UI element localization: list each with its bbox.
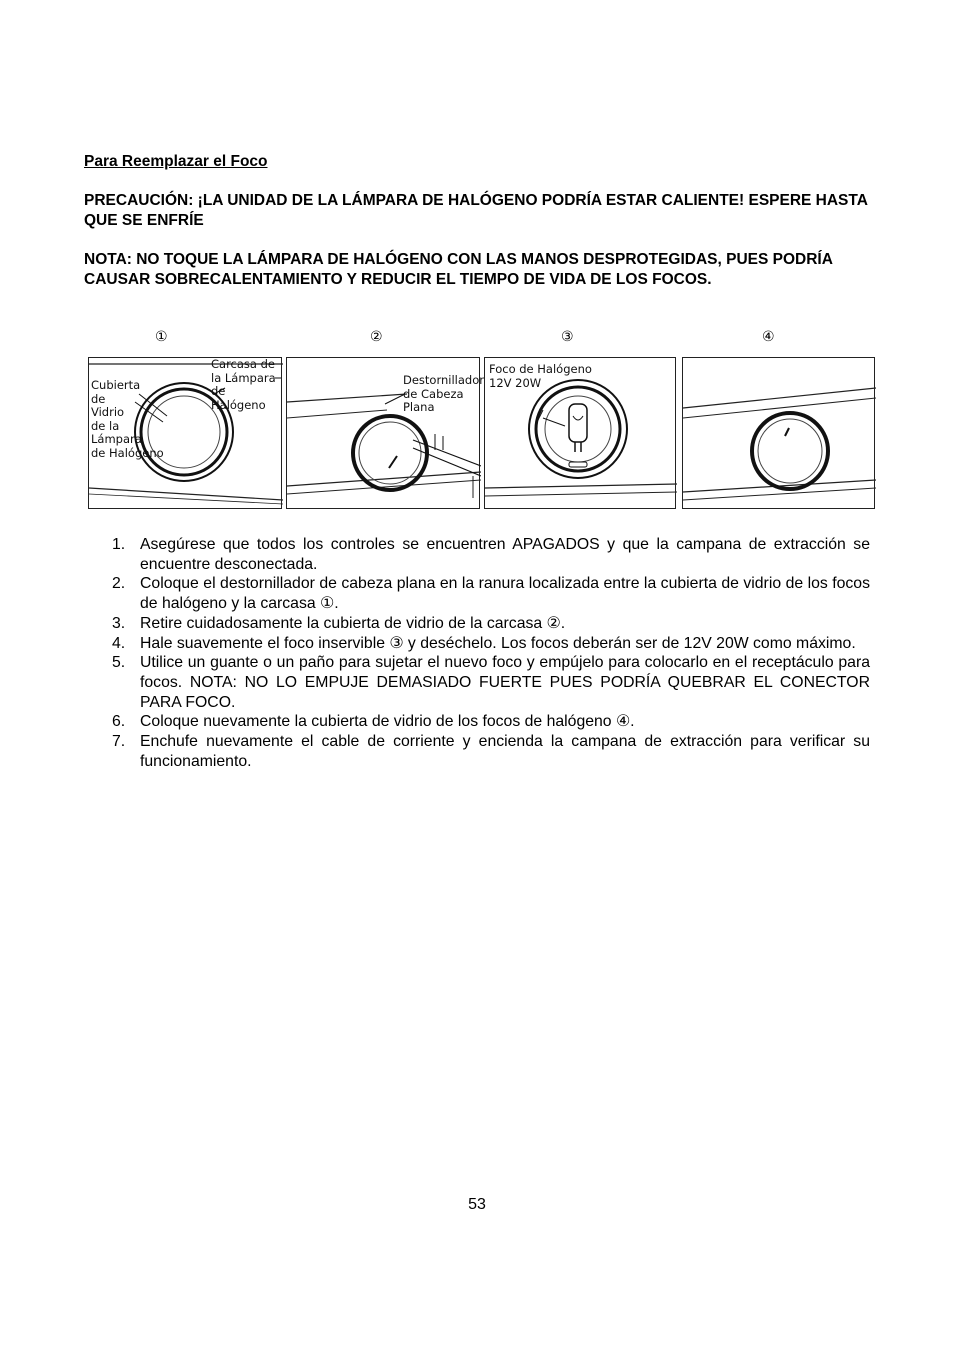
halogen-bulb-label: Foco de Halógeno 12V 20W: [489, 362, 592, 390]
step-item: 7. Enchufe nuevamente el cable de corriente y encienda la campana de extracción para verificar su funcionamiento.: [112, 733, 870, 770]
caution-text: PRECAUCIÓN: ¡LA UNIDAD DE LA LÁMPARA DE HALÓGENO PODRÍA ESTAR CALIENTE! ESPERE HASTA QUE SE ENFRÍE: [84, 192, 868, 229]
figure-panel-3: [484, 357, 676, 509]
reinstalled-cover-illustration: [683, 358, 876, 510]
figure-panel-2: [286, 357, 484, 509]
glass-cover-label: Cubierta de Vidrio de la Lámpara de Halógeno: [91, 378, 164, 460]
figure-number-1: ①: [155, 329, 168, 345]
step-item: 4. Hale suavemente el foco inservible ③ y deséchelo. Los focos deberán ser de 12V 20W como máximo.: [112, 634, 856, 652]
figure-number-4: ④: [762, 329, 775, 345]
note-text: NOTA: NO TOQUE LA LÁMPARA DE HALÓGENO CON LAS MANOS DESPROTEGIDAS, PUES PODRÍA CAUSAR SOBRECALENTAMIENTO Y REDUCIR EL TIEMPO DE VIDA DE LOS FOCOS.: [84, 251, 833, 288]
instruction-steps: [84, 535, 870, 771]
step-item: 1. Asegúrese que todos los controles se encuentren APAGADOS y que la campana de extracción se encuentre desconectada.: [112, 536, 870, 573]
figure-panel-1: [88, 357, 282, 509]
step-item: 2. Coloque el destornillador de cabeza plana en la ranura localizada entre la cubierta de vidrio de los focos de halógeno y la carcasa ①.: [112, 575, 870, 613]
figure-number-2: ②: [370, 329, 383, 345]
housing-label: Carcasa de la Lámpara de Halógeno: [211, 357, 276, 412]
screwdriver-label: Destornillador de Cabeza Plana: [403, 373, 484, 414]
figure-number-3: ③: [561, 329, 574, 345]
section-title: Para Reemplazar el Foco: [84, 153, 268, 170]
figure-panel-4: [682, 357, 875, 509]
page-number: 53: [468, 1196, 486, 1213]
step-item: 3. Retire cuidadosamente la cubierta de vidrio de la carcasa ②.: [112, 614, 566, 632]
step-item: 6. Coloque nuevamente la cubierta de vidrio de los focos de halógeno ④.: [112, 713, 635, 731]
step-item: 5. Utilice un guante o un paño para sujetar el nuevo foco y empújelo para colocarlo en el receptáculo para focos. NOTA: NO LO EMPUJE DEMASIADO FUERTE PUES PODRÍA QUEBRAR EL CONECTOR PARA FOCO.: [112, 654, 870, 711]
